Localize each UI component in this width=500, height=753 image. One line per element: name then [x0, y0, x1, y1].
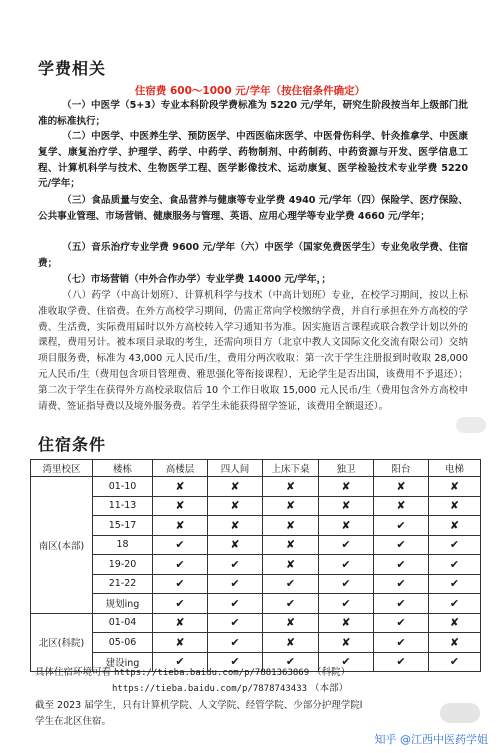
mark-cell: ✘	[374, 496, 429, 516]
mark-cell: ✘	[319, 496, 374, 516]
mark-cell: ✔	[429, 652, 481, 672]
mark-cell: ✔	[153, 594, 208, 614]
table-row	[31, 613, 481, 633]
mark-cell: ✔	[319, 535, 374, 555]
mark-cell: ✔	[208, 633, 263, 653]
table-row	[31, 633, 481, 653]
header-elevator: 电梯	[429, 460, 481, 477]
watermark-bubble	[456, 417, 486, 433]
table-row	[31, 555, 481, 575]
building-cell: 建设ing	[93, 652, 153, 672]
building-cell: 05-06	[93, 633, 153, 653]
footer-note-line-2: 学生在北区住宿。	[35, 716, 112, 727]
table-row	[31, 594, 481, 614]
header-building: 楼栋	[93, 460, 153, 477]
mark-cell: ✔	[263, 652, 319, 672]
header-campus: 湾里校区	[31, 460, 93, 477]
mark-cell: ✔	[374, 594, 429, 614]
accommodation-fee-line: 住宿费 600～1000 元/学年（按住宿条件确定）	[134, 85, 366, 97]
campus-north: 北区(科院)	[31, 613, 93, 672]
mark-cell: ✘	[319, 633, 374, 653]
mark-cell: ✔	[153, 535, 208, 555]
housing-table	[30, 459, 481, 672]
campus-south: 南区(本部)	[31, 477, 93, 614]
building-cell: 01-10	[93, 477, 153, 497]
building-cell: 18	[93, 535, 153, 555]
header-loft-bed: 上床下桌	[263, 460, 319, 477]
mark-cell: ✘	[429, 633, 481, 653]
mark-cell: ✔	[153, 574, 208, 594]
mark-cell: ✔	[153, 652, 208, 672]
header-balcony: 阳台	[374, 460, 429, 477]
link-note-north: （科院）	[312, 667, 351, 678]
mark-cell: ✘	[263, 555, 319, 575]
env-label: 具体住宿环境可看	[35, 667, 112, 678]
mark-cell: ✔	[319, 652, 374, 672]
mark-cell: ✘	[153, 516, 208, 536]
fee-item-8: （八）药学（中高计划班）、计算机科学与技术（中高计划班）专业，在校学习期间，按以上标准收取学费、住宿费。在外方高校学习期间，仍需正常向学校缴纳学费，并自行承担在外方高校的学费、生活费，实际费用届时以外方高校转入学习通知书为准。因实施语言课程或联合教学计划以外的课程，费用另计。被本项目录取的考生，还需向项目方（北京中教人文国际文化交流有限公司）交纳项目服务费，标准为 43,000 元人民币/生，费用分两次收取：第一次于学生注册报到时收取 28,000 元人民币/生（费用包含项目管理费、雅思强化等衔接课程），无论学生是否出国，该费用不予退还）；第二次于学生在获得外方高校录取信后 10 个工作日收取 15,000 元人民币/生（费用包含外方高校申请费、签证指导费以及境外服务费。若学生未能获得留学签证，该费用全额退还）。	[38, 290, 468, 412]
footer-link-line-2	[112, 682, 348, 696]
mark-cell: ✘	[374, 477, 429, 497]
mark-cell: ✔	[429, 594, 481, 614]
mark-cell: ✘	[319, 516, 374, 536]
mark-cell: ✔	[263, 594, 319, 614]
building-cell: 15-17	[93, 516, 153, 536]
building-cell: 11-13	[93, 496, 153, 516]
mark-cell: ✔	[374, 652, 429, 672]
mark-cell: ✔	[429, 535, 481, 555]
table-row	[31, 477, 481, 497]
table-row	[31, 535, 481, 555]
mark-cell: ✔	[208, 574, 263, 594]
watermark-text: 知乎 @江西中医药学姐	[374, 733, 488, 746]
building-cell: 19-20	[93, 555, 153, 575]
mark-cell: ✔	[374, 613, 429, 633]
mark-cell: ✔	[429, 555, 481, 575]
mark-cell: ✘	[153, 477, 208, 497]
table-header-row	[31, 460, 481, 477]
building-cell: 01-04	[93, 613, 153, 633]
mark-cell: ✘	[429, 496, 481, 516]
watermark-bubble	[440, 703, 480, 723]
mark-cell: ✔	[208, 613, 263, 633]
mark-cell: ✘	[263, 477, 319, 497]
zhihu-watermark	[375, 731, 489, 747]
housing-title: 住宿条件	[38, 435, 107, 454]
fee-item-3: （三）食品质量与安全、食品营养与健康等专业学费 4940 元/学年（四）保险学、医疗保险、公共事业管理、市场营销、健康服务与管理、英语、应用心理学等专业学费 4660 元/学年；	[38, 195, 468, 222]
mark-cell: ✘	[153, 613, 208, 633]
mark-cell: ✘	[208, 496, 263, 516]
mark-cell: ✔	[319, 574, 374, 594]
footer-note-line-1: 截至 2023 届学生，只有计算机学院、人文学院、经管学院、少部分护理学院l	[35, 700, 363, 711]
building-cell: 21-22	[93, 574, 153, 594]
mark-cell: ✔	[374, 516, 429, 536]
mark-cell: ✘	[263, 613, 319, 633]
mark-cell: ✔	[208, 652, 263, 672]
mark-cell: ✔	[429, 574, 481, 594]
mark-cell: ✘	[208, 516, 263, 536]
mark-cell: ✘	[429, 477, 481, 497]
mark-cell: ✘	[429, 516, 481, 536]
building-cell: 规划ing	[93, 594, 153, 614]
mark-cell: ✔	[208, 555, 263, 575]
mark-cell: ✘	[319, 613, 374, 633]
fee-item-2: （二）中医学、中医养生学、预防医学、中西医临床医学、中医骨伤科学、针灸推拿学、中医康复学、康复治疗学、护理学、药学、中药学、药物制剂、中药制药、中药资源与开发、医学信息工程、计算机科学与技术、生物医学工程、医学影像技术、运动康复、医学检验技术专业学费 5220 元/学年；	[38, 131, 468, 190]
mark-cell: ✘	[263, 535, 319, 555]
header-four-person: 四人间	[208, 460, 263, 477]
fee-item-1: （一）中医学（5+3）专业本科阶段学费标准为 5220 元/学年，研究生阶段按当年上级部门批准的标准执行；	[38, 100, 468, 127]
mark-cell: ✔	[374, 555, 429, 575]
fees-title: 学费相关	[38, 59, 107, 78]
mark-cell: ✘	[263, 633, 319, 653]
mark-cell: ✔	[374, 633, 429, 653]
header-high-floor: 高楼层	[153, 460, 208, 477]
tieba-link-south[interactable]: https://tieba.baidu.com/p/7878743433	[112, 684, 308, 694]
mark-cell: ✘	[263, 496, 319, 516]
fee-item-7: （七）市场营销（中外合作办学）专业学费 14000 元/学年，；	[62, 274, 332, 285]
mark-cell: ✘	[429, 613, 481, 633]
mark-cell: ✘	[263, 516, 319, 536]
tieba-link-north[interactable]: https://tieba.baidu.com/p/7881363869	[114, 668, 310, 678]
fee-item-5: （五）音乐治疗专业学费 9600 元/学年（六）中医学（国家免费医学生）专业免收学费、住宿费；	[38, 242, 468, 269]
table-row	[31, 516, 481, 536]
mark-cell: ✔	[319, 594, 374, 614]
footer-link-line-1	[35, 666, 350, 680]
link-note-south: （本部）	[310, 683, 349, 694]
mark-cell: ✔	[374, 535, 429, 555]
table-row	[31, 574, 481, 594]
mark-cell: ✔	[263, 574, 319, 594]
header-private-bath: 独卫	[319, 460, 374, 477]
mark-cell: ✘	[153, 496, 208, 516]
mark-cell: ✔	[374, 574, 429, 594]
table-row	[31, 496, 481, 516]
mark-cell: ✘	[319, 477, 374, 497]
mark-cell: ✘	[208, 535, 263, 555]
mark-cell: ✔	[319, 555, 374, 575]
mark-cell: ✘	[208, 477, 263, 497]
mark-cell: ✘	[153, 633, 208, 653]
mark-cell: ✔	[208, 594, 263, 614]
mark-cell: ✔	[153, 555, 208, 575]
